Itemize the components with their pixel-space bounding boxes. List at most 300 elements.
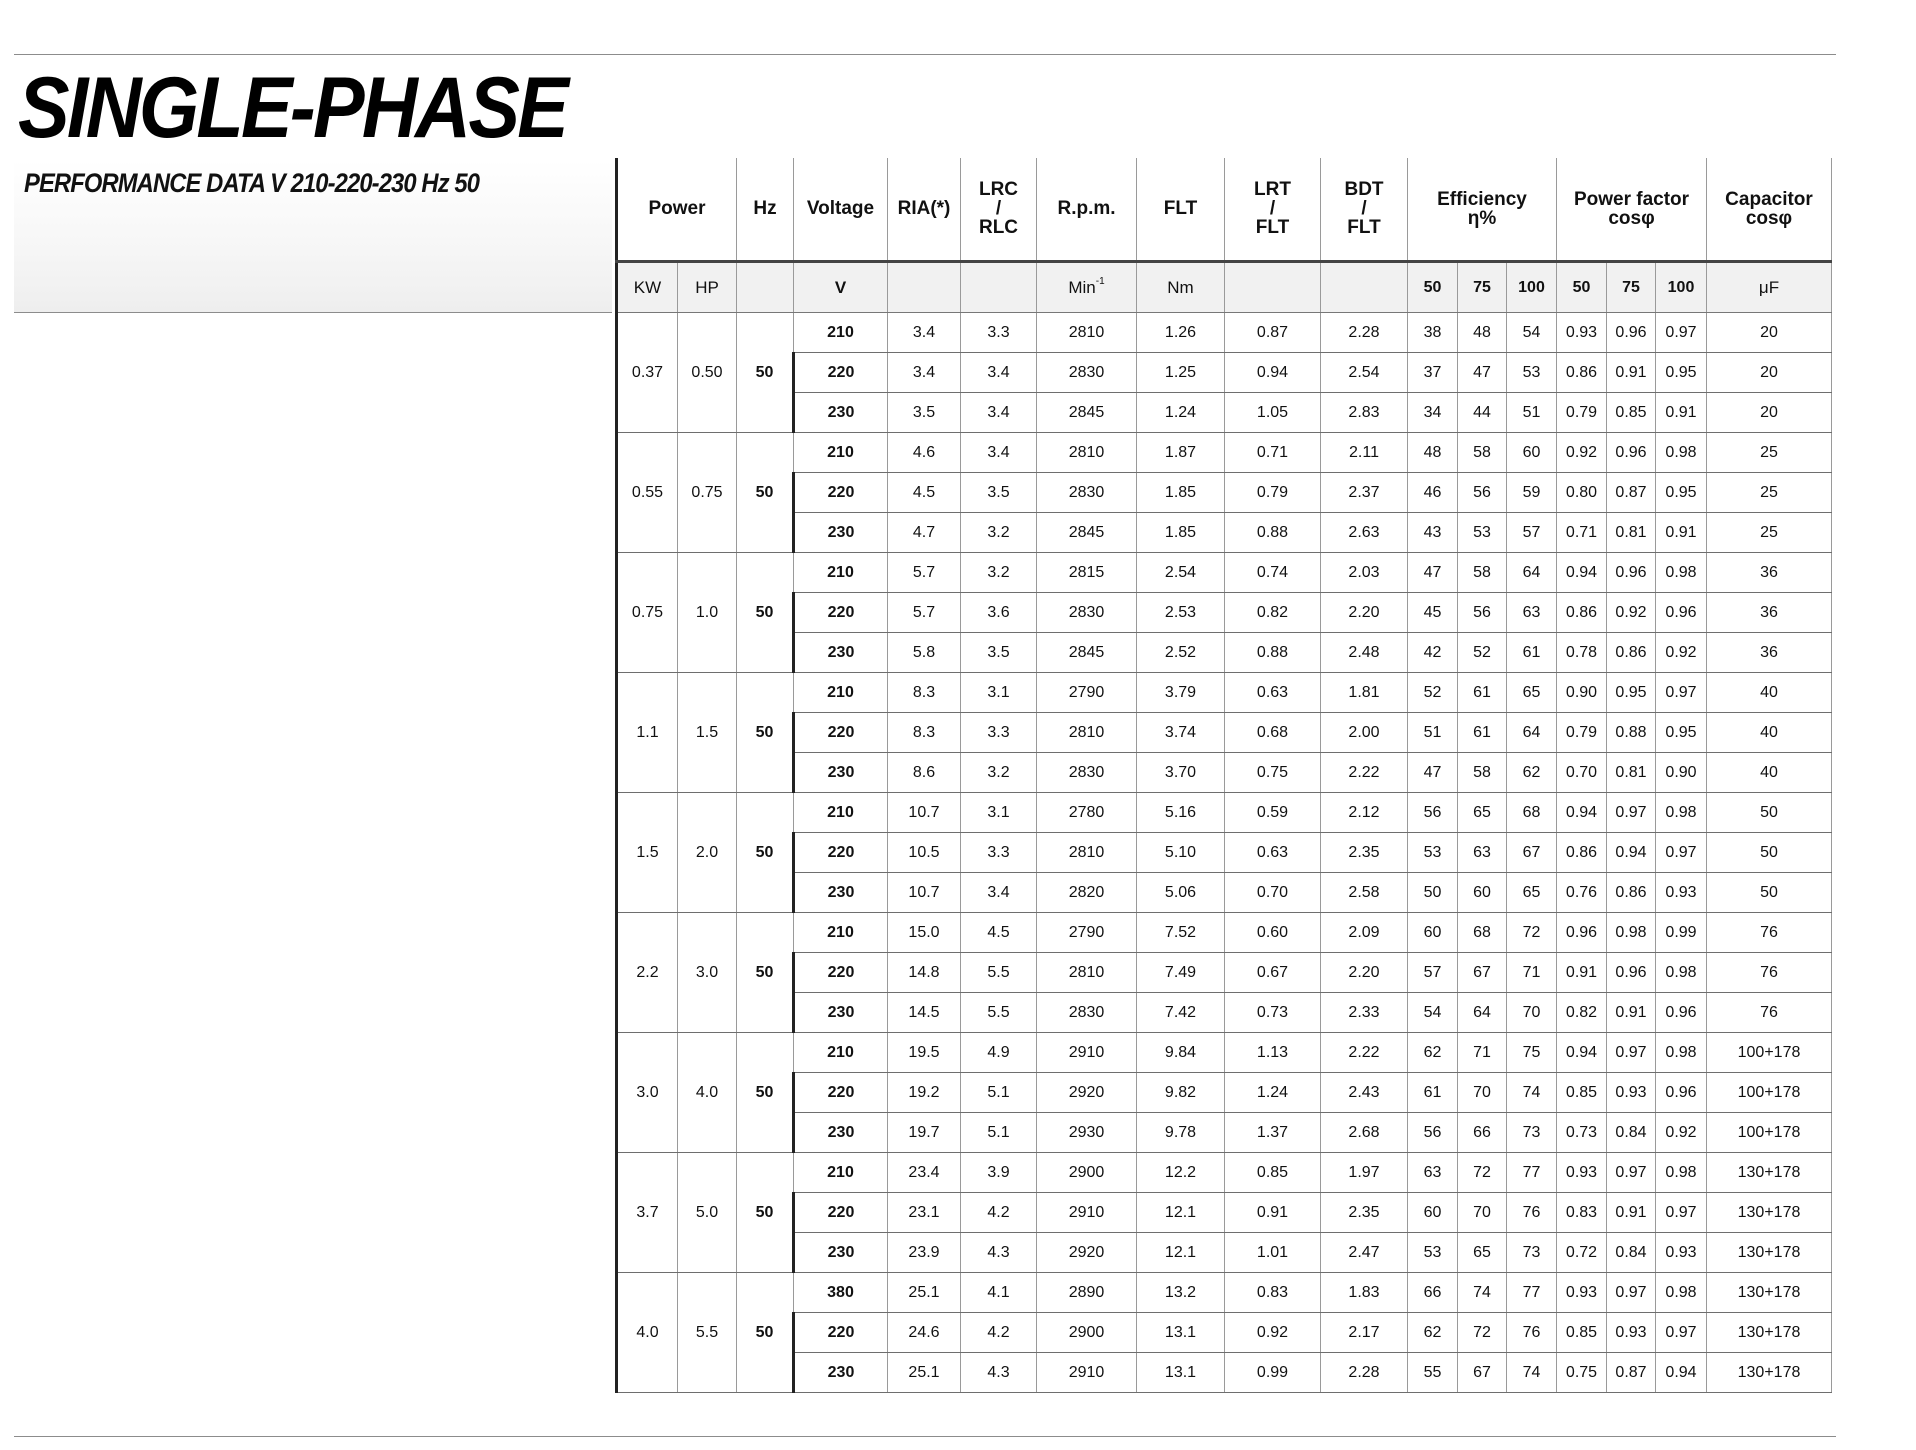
p75-cell: 0.96 xyxy=(1607,953,1656,993)
flt-cell: 1.87 xyxy=(1137,433,1225,473)
hz-header: Hz xyxy=(737,158,794,262)
eff-100-unit: 100 xyxy=(1507,262,1557,313)
lrt-cell: 1.01 xyxy=(1225,1233,1321,1273)
lrt-cell: 0.63 xyxy=(1225,833,1321,873)
e50-cell: 61 xyxy=(1408,1073,1458,1113)
table-row xyxy=(617,833,1832,873)
lrt-cell: 0.91 xyxy=(1225,1193,1321,1233)
bdt-bottom: FLT xyxy=(1347,217,1381,238)
lrt-cell: 0.87 xyxy=(1225,313,1321,353)
bdt-cell: 2.28 xyxy=(1321,1353,1408,1393)
p100-cell: 0.95 xyxy=(1656,713,1707,753)
lrc-cell: 4.1 xyxy=(961,1273,1037,1313)
rpm-cell: 2830 xyxy=(1037,353,1137,393)
kw-cell: 3.7 xyxy=(617,1153,678,1273)
voltage-header: Voltage xyxy=(794,158,888,262)
cap-cell: 36 xyxy=(1707,553,1832,593)
p50-cell: 0.85 xyxy=(1557,1313,1607,1353)
ria-cell: 8.3 xyxy=(888,713,961,753)
e50-cell: 50 xyxy=(1408,873,1458,913)
capacitor-header xyxy=(1707,158,1832,262)
hp-cell: 5.0 xyxy=(678,1153,737,1273)
e50-cell: 60 xyxy=(1408,1193,1458,1233)
hp-cell: 0.75 xyxy=(678,433,737,553)
rpm-cell: 2830 xyxy=(1037,993,1137,1033)
bdt-top: BDT xyxy=(1344,179,1384,200)
e100-cell: 76 xyxy=(1507,1193,1557,1233)
lrc-cell: 4.3 xyxy=(961,1233,1037,1273)
flt-cell: 12.2 xyxy=(1137,1153,1225,1193)
voltage-cell: 210 xyxy=(794,913,888,953)
table-row xyxy=(617,553,1832,593)
ria-cell: 23.9 xyxy=(888,1233,961,1273)
p50-cell: 0.76 xyxy=(1557,873,1607,913)
p100-cell: 0.92 xyxy=(1656,633,1707,673)
flt-cell: 9.82 xyxy=(1137,1073,1225,1113)
ria-header: RIA(*) xyxy=(888,158,961,262)
bdt-cell: 2.47 xyxy=(1321,1233,1408,1273)
e75-cell: 71 xyxy=(1458,1033,1507,1073)
flt-cell: 7.52 xyxy=(1137,913,1225,953)
p100-cell: 0.97 xyxy=(1656,1313,1707,1353)
table-row xyxy=(617,1193,1832,1233)
lrc-cell: 3.5 xyxy=(961,473,1037,513)
e75-cell: 48 xyxy=(1458,313,1507,353)
p100-cell: 0.91 xyxy=(1656,393,1707,433)
hz-cell: 50 xyxy=(737,1153,794,1273)
performance-table xyxy=(615,158,1832,1393)
p50-cell: 0.72 xyxy=(1557,1233,1607,1273)
p50-cell: 0.79 xyxy=(1557,713,1607,753)
table-row xyxy=(617,1313,1832,1353)
bdt-cell: 2.09 xyxy=(1321,913,1408,953)
flt-cell: 5.10 xyxy=(1137,833,1225,873)
rpm-header: R.p.m. xyxy=(1037,158,1137,262)
bdt-cell: 2.03 xyxy=(1321,553,1408,593)
e50-cell: 60 xyxy=(1408,913,1458,953)
bdt-cell: 2.37 xyxy=(1321,473,1408,513)
e50-cell: 53 xyxy=(1408,833,1458,873)
flt-cell: 3.79 xyxy=(1137,673,1225,713)
p100-cell: 0.91 xyxy=(1656,513,1707,553)
bdt-cell: 2.63 xyxy=(1321,513,1408,553)
rpm-unit-text: Min xyxy=(1068,277,1096,297)
e75-cell: 53 xyxy=(1458,513,1507,553)
ria-cell: 19.7 xyxy=(888,1113,961,1153)
flt-cell: 12.1 xyxy=(1137,1233,1225,1273)
ria-cell: 23.4 xyxy=(888,1153,961,1193)
p75-cell: 0.87 xyxy=(1607,1353,1656,1393)
table-row xyxy=(617,313,1832,353)
p100-cell: 0.92 xyxy=(1656,1113,1707,1153)
hz-cell: 50 xyxy=(737,1033,794,1153)
bdt-cell: 1.97 xyxy=(1321,1153,1408,1193)
e75-cell: 66 xyxy=(1458,1113,1507,1153)
rpm-cell: 2810 xyxy=(1037,953,1137,993)
p75-cell: 0.84 xyxy=(1607,1113,1656,1153)
table-row xyxy=(617,913,1832,953)
hp-cell: 0.50 xyxy=(678,313,737,433)
flt-cell: 7.42 xyxy=(1137,993,1225,1033)
p50-cell: 0.96 xyxy=(1557,913,1607,953)
hz-cell: 50 xyxy=(737,433,794,553)
lrc-cell: 4.2 xyxy=(961,1313,1037,1353)
eff-75-unit: 75 xyxy=(1458,262,1507,313)
p75-cell: 0.88 xyxy=(1607,713,1656,753)
hp-cell: 3.0 xyxy=(678,913,737,1033)
e50-cell: 55 xyxy=(1408,1353,1458,1393)
rpm-unit-sup: -1 xyxy=(1095,275,1105,287)
ria-cell: 10.5 xyxy=(888,833,961,873)
table-row xyxy=(617,873,1832,913)
e75-cell: 63 xyxy=(1458,833,1507,873)
p75-cell: 0.85 xyxy=(1607,393,1656,433)
table-row xyxy=(617,713,1832,753)
kw-cell: 0.55 xyxy=(617,433,678,553)
e50-cell: 57 xyxy=(1408,953,1458,993)
p100-cell: 0.95 xyxy=(1656,353,1707,393)
ria-cell: 19.2 xyxy=(888,1073,961,1113)
lrt-cell: 0.73 xyxy=(1225,993,1321,1033)
cap-cell: 100+178 xyxy=(1707,1073,1832,1113)
power-factor-unit: cosφ xyxy=(1608,207,1655,229)
e75-cell: 58 xyxy=(1458,753,1507,793)
p50-cell: 0.80 xyxy=(1557,473,1607,513)
e75-cell: 52 xyxy=(1458,633,1507,673)
cap-cell: 100+178 xyxy=(1707,1113,1832,1153)
header-row xyxy=(617,158,1832,262)
lrc-slash: / xyxy=(995,198,1002,219)
p75-cell: 0.96 xyxy=(1607,313,1656,353)
e50-cell: 42 xyxy=(1408,633,1458,673)
e50-cell: 37 xyxy=(1408,353,1458,393)
flt-cell: 3.70 xyxy=(1137,753,1225,793)
voltage-cell: 210 xyxy=(794,1153,888,1193)
lrc-cell: 4.2 xyxy=(961,1193,1037,1233)
ria-cell: 10.7 xyxy=(888,873,961,913)
bdt-cell: 1.81 xyxy=(1321,673,1408,713)
voltage-cell: 210 xyxy=(794,1033,888,1073)
lrc-cell: 5.1 xyxy=(961,1113,1037,1153)
p50-cell: 0.93 xyxy=(1557,1153,1607,1193)
ria-cell: 5.8 xyxy=(888,633,961,673)
p75-cell: 0.98 xyxy=(1607,913,1656,953)
table-row xyxy=(617,753,1832,793)
flt-cell: 1.85 xyxy=(1137,473,1225,513)
voltage-cell: 220 xyxy=(794,1193,888,1233)
voltage-cell: 210 xyxy=(794,553,888,593)
efficiency-label: Efficiency xyxy=(1437,188,1527,210)
p100-cell: 0.97 xyxy=(1656,673,1707,713)
rpm-cell: 2830 xyxy=(1037,593,1137,633)
lrc-cell: 3.4 xyxy=(961,393,1037,433)
rpm-cell: 2790 xyxy=(1037,913,1137,953)
voltage-cell: 230 xyxy=(794,1353,888,1393)
ria-cell: 15.0 xyxy=(888,913,961,953)
bdt-cell: 2.12 xyxy=(1321,793,1408,833)
bdt-cell: 2.28 xyxy=(1321,313,1408,353)
table-row xyxy=(617,393,1832,433)
performance-body xyxy=(617,313,1832,1393)
lrc-cell: 3.9 xyxy=(961,1153,1037,1193)
lrt-bottom: FLT xyxy=(1255,217,1290,238)
e75-cell: 44 xyxy=(1458,393,1507,433)
lrc-cell: 3.2 xyxy=(961,753,1037,793)
lrt-cell: 0.71 xyxy=(1225,433,1321,473)
voltage-cell: 230 xyxy=(794,1233,888,1273)
flt-cell: 5.06 xyxy=(1137,873,1225,913)
voltage-cell: 220 xyxy=(794,1073,888,1113)
e50-cell: 48 xyxy=(1408,433,1458,473)
e100-cell: 65 xyxy=(1507,673,1557,713)
pf-100-unit: 100 xyxy=(1656,262,1707,313)
voltage-cell: 210 xyxy=(794,313,888,353)
lrc-cell: 4.3 xyxy=(961,1353,1037,1393)
ria-cell: 14.8 xyxy=(888,953,961,993)
uf-unit: μF xyxy=(1707,262,1832,313)
lrt-cell: 0.75 xyxy=(1225,753,1321,793)
ria-cell: 25.1 xyxy=(888,1273,961,1313)
hz-cell: 50 xyxy=(737,673,794,793)
e50-cell: 63 xyxy=(1408,1153,1458,1193)
e75-cell: 67 xyxy=(1458,1353,1507,1393)
p100-cell: 0.98 xyxy=(1656,433,1707,473)
lrt-cell: 0.92 xyxy=(1225,1313,1321,1353)
lrt-cell: 1.24 xyxy=(1225,1073,1321,1113)
ria-unit xyxy=(888,262,961,313)
p100-cell: 0.98 xyxy=(1656,1153,1707,1193)
e100-cell: 73 xyxy=(1507,1233,1557,1273)
p75-cell: 0.81 xyxy=(1607,753,1656,793)
ria-cell: 14.5 xyxy=(888,993,961,1033)
p100-cell: 0.97 xyxy=(1656,833,1707,873)
kw-cell: 0.37 xyxy=(617,313,678,433)
p100-cell: 0.98 xyxy=(1656,1033,1707,1073)
flt-cell: 9.84 xyxy=(1137,1033,1225,1073)
ria-cell: 3.4 xyxy=(888,353,961,393)
power-factor-label: Power factor xyxy=(1573,188,1690,210)
bdt-cell: 2.20 xyxy=(1321,593,1408,633)
cap-cell: 130+178 xyxy=(1707,1273,1832,1313)
pf-50-unit: 50 xyxy=(1557,262,1607,313)
lrt-cell: 0.85 xyxy=(1225,1153,1321,1193)
flt-cell: 9.78 xyxy=(1137,1113,1225,1153)
e75-cell: 60 xyxy=(1458,873,1507,913)
kw-cell: 1.5 xyxy=(617,793,678,913)
lrc-cell: 4.9 xyxy=(961,1033,1037,1073)
bdt-cell: 1.83 xyxy=(1321,1273,1408,1313)
subtitle-panel xyxy=(14,160,612,313)
cap-cell: 20 xyxy=(1707,353,1832,393)
e100-cell: 63 xyxy=(1507,593,1557,633)
lrt-cell: 0.59 xyxy=(1225,793,1321,833)
e75-cell: 70 xyxy=(1458,1193,1507,1233)
e50-cell: 43 xyxy=(1408,513,1458,553)
lrc-cell: 5.1 xyxy=(961,1073,1037,1113)
flt-cell: 2.53 xyxy=(1137,593,1225,633)
rpm-unit xyxy=(1037,262,1137,313)
table-row xyxy=(617,1353,1832,1393)
e50-cell: 34 xyxy=(1408,393,1458,433)
lrt-cell: 0.82 xyxy=(1225,593,1321,633)
p100-cell: 0.98 xyxy=(1656,953,1707,993)
e100-cell: 73 xyxy=(1507,1113,1557,1153)
lrc-cell: 3.3 xyxy=(961,833,1037,873)
kw-cell: 0.75 xyxy=(617,553,678,673)
p50-cell: 0.94 xyxy=(1557,793,1607,833)
cap-cell: 130+178 xyxy=(1707,1233,1832,1273)
e50-cell: 56 xyxy=(1408,793,1458,833)
flt-cell: 5.16 xyxy=(1137,793,1225,833)
bdt-cell: 2.22 xyxy=(1321,1033,1408,1073)
p50-cell: 0.79 xyxy=(1557,393,1607,433)
cap-cell: 36 xyxy=(1707,633,1832,673)
p75-cell: 0.95 xyxy=(1607,673,1656,713)
p75-cell: 0.91 xyxy=(1607,353,1656,393)
kw-cell: 2.2 xyxy=(617,913,678,1033)
table-row xyxy=(617,633,1832,673)
table-row xyxy=(617,1033,1832,1073)
table-row xyxy=(617,473,1832,513)
rpm-cell: 2810 xyxy=(1037,313,1137,353)
table-row xyxy=(617,993,1832,1033)
page-title: SINGLE-PHASE xyxy=(18,60,567,156)
p50-cell: 0.71 xyxy=(1557,513,1607,553)
table-subtitle: PERFORMANCE DATA V 210-220-230 Hz 50 xyxy=(24,168,480,198)
lrc-cell: 3.3 xyxy=(961,313,1037,353)
e100-cell: 67 xyxy=(1507,833,1557,873)
e50-cell: 45 xyxy=(1408,593,1458,633)
flt-cell: 13.1 xyxy=(1137,1353,1225,1393)
voltage-cell: 220 xyxy=(794,713,888,753)
rpm-cell: 2830 xyxy=(1037,753,1137,793)
rpm-cell: 2920 xyxy=(1037,1233,1137,1273)
e100-cell: 72 xyxy=(1507,913,1557,953)
p75-cell: 0.81 xyxy=(1607,513,1656,553)
ria-cell: 10.7 xyxy=(888,793,961,833)
e100-cell: 70 xyxy=(1507,993,1557,1033)
cap-cell: 50 xyxy=(1707,833,1832,873)
flt-cell: 1.26 xyxy=(1137,313,1225,353)
lrt-cell: 1.13 xyxy=(1225,1033,1321,1073)
hz-cell: 50 xyxy=(737,313,794,433)
p50-cell: 0.86 xyxy=(1557,353,1607,393)
flt-header: FLT xyxy=(1137,158,1225,262)
e75-cell: 67 xyxy=(1458,953,1507,993)
p100-cell: 0.98 xyxy=(1656,793,1707,833)
voltage-cell: 220 xyxy=(794,353,888,393)
lrc-cell: 5.5 xyxy=(961,993,1037,1033)
e100-cell: 65 xyxy=(1507,873,1557,913)
e100-cell: 51 xyxy=(1507,393,1557,433)
ria-cell: 8.3 xyxy=(888,673,961,713)
table-row xyxy=(617,593,1832,633)
p100-cell: 0.90 xyxy=(1656,753,1707,793)
e100-cell: 64 xyxy=(1507,553,1557,593)
p75-cell: 0.92 xyxy=(1607,593,1656,633)
table-row xyxy=(617,793,1832,833)
e50-cell: 66 xyxy=(1408,1273,1458,1313)
e50-cell: 47 xyxy=(1408,753,1458,793)
ria-cell: 5.7 xyxy=(888,553,961,593)
voltage-cell: 230 xyxy=(794,993,888,1033)
efficiency-header xyxy=(1408,158,1557,262)
rpm-cell: 2790 xyxy=(1037,673,1137,713)
p100-cell: 0.93 xyxy=(1656,1233,1707,1273)
rpm-cell: 2845 xyxy=(1037,393,1137,433)
p75-cell: 0.96 xyxy=(1607,433,1656,473)
e100-cell: 57 xyxy=(1507,513,1557,553)
ria-cell: 25.1 xyxy=(888,1353,961,1393)
lrt-slash: / xyxy=(1269,198,1276,219)
e100-cell: 74 xyxy=(1507,1073,1557,1113)
lrt-cell: 0.67 xyxy=(1225,953,1321,993)
lrt-cell: 0.63 xyxy=(1225,673,1321,713)
flt-cell: 1.24 xyxy=(1137,393,1225,433)
p50-cell: 0.75 xyxy=(1557,1353,1607,1393)
p75-cell: 0.97 xyxy=(1607,1273,1656,1313)
power-header: Power xyxy=(617,158,737,262)
p50-cell: 0.91 xyxy=(1557,953,1607,993)
capacitor-unit: cosφ xyxy=(1745,207,1793,229)
lrc-cell: 3.6 xyxy=(961,593,1037,633)
cap-cell: 50 xyxy=(1707,793,1832,833)
nm-unit: Nm xyxy=(1137,262,1225,313)
voltage-cell: 210 xyxy=(794,433,888,473)
bdt-header xyxy=(1321,158,1408,262)
rpm-cell: 2810 xyxy=(1037,433,1137,473)
p75-cell: 0.97 xyxy=(1607,1153,1656,1193)
e50-cell: 56 xyxy=(1408,1113,1458,1153)
bottom-rule xyxy=(14,1436,1836,1437)
lrc-header xyxy=(961,158,1037,262)
p75-cell: 0.91 xyxy=(1607,1193,1656,1233)
cap-cell: 25 xyxy=(1707,433,1832,473)
p100-cell: 0.94 xyxy=(1656,1353,1707,1393)
bdt-cell: 2.11 xyxy=(1321,433,1408,473)
cap-cell: 130+178 xyxy=(1707,1313,1832,1353)
bdt-cell: 2.33 xyxy=(1321,993,1408,1033)
e100-cell: 77 xyxy=(1507,1153,1557,1193)
rpm-cell: 2920 xyxy=(1037,1073,1137,1113)
e75-cell: 58 xyxy=(1458,433,1507,473)
p50-cell: 0.83 xyxy=(1557,1193,1607,1233)
lrc-cell: 3.2 xyxy=(961,553,1037,593)
e100-cell: 64 xyxy=(1507,713,1557,753)
p100-cell: 0.96 xyxy=(1656,993,1707,1033)
p75-cell: 0.93 xyxy=(1607,1313,1656,1353)
bdt-cell: 2.68 xyxy=(1321,1113,1408,1153)
p100-cell: 0.98 xyxy=(1656,553,1707,593)
pf-75-unit: 75 xyxy=(1607,262,1656,313)
p75-cell: 0.97 xyxy=(1607,793,1656,833)
e100-cell: 75 xyxy=(1507,1033,1557,1073)
lrc-top: LRC xyxy=(978,179,1019,200)
cap-cell: 25 xyxy=(1707,473,1832,513)
flt-cell: 2.54 xyxy=(1137,553,1225,593)
e75-cell: 47 xyxy=(1458,353,1507,393)
voltage-cell: 230 xyxy=(794,513,888,553)
cap-cell: 40 xyxy=(1707,753,1832,793)
e75-cell: 61 xyxy=(1458,713,1507,753)
rpm-cell: 2910 xyxy=(1037,1033,1137,1073)
voltage-cell: 230 xyxy=(794,393,888,433)
lrc-cell: 3.1 xyxy=(961,793,1037,833)
e75-cell: 56 xyxy=(1458,473,1507,513)
cap-cell: 50 xyxy=(1707,873,1832,913)
e75-cell: 74 xyxy=(1458,1273,1507,1313)
table-row xyxy=(617,1073,1832,1113)
